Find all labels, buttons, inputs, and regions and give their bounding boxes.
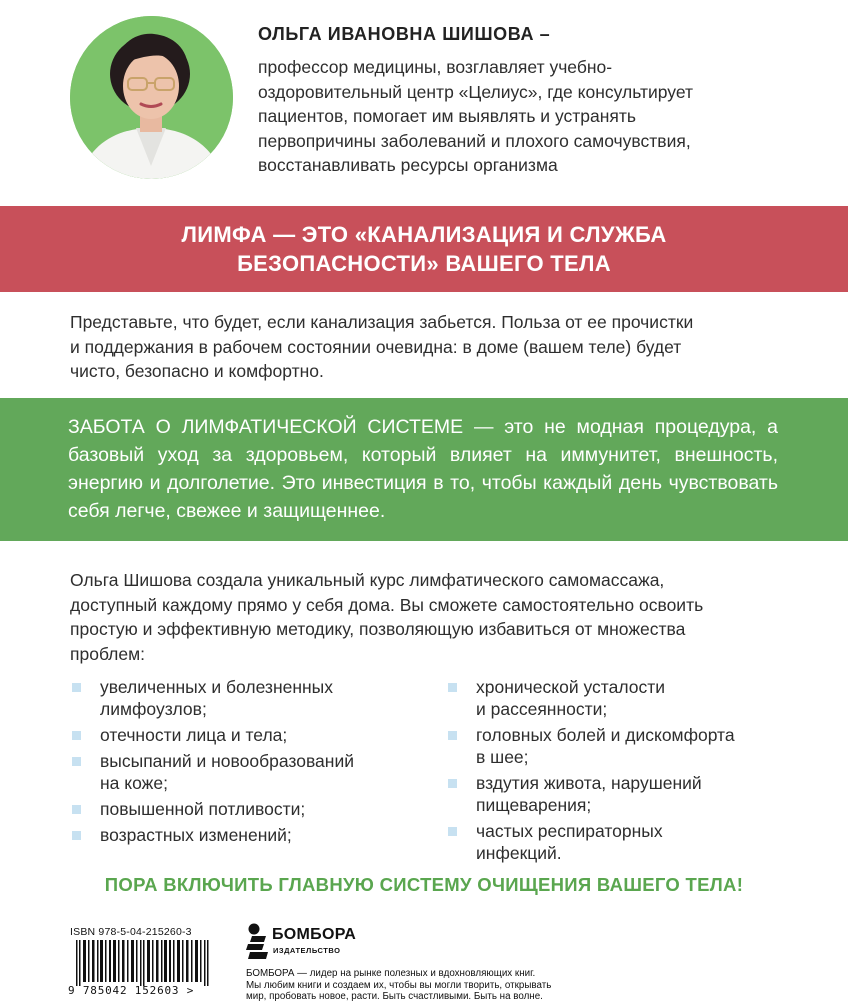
headline-line: БЕЗОПАСНОСТИ» ВАШЕГО ТЕЛА (237, 251, 611, 276)
list-item-line: частых респираторных (476, 821, 663, 841)
course-line: доступный каждому прямо у себя дома. Вы сможете самостоятельно освоить (70, 594, 704, 615)
bullet-square-icon (72, 831, 81, 840)
intro-line: и поддержания в рабочем состоянии очевидна: в доме (вашем теле) будет (70, 336, 682, 357)
list-item (72, 724, 412, 746)
list-item (72, 824, 412, 846)
author-bio-line: восстанавливать ресурсы организма (258, 155, 558, 175)
barcode-digits: 9 785042 152603 > (68, 984, 195, 997)
barcode-bars-icon (68, 940, 228, 986)
author-name: ОЛЬГА ИВАНОВНА ШИШОВА – (258, 24, 551, 44)
author-bio-line: оздоровительный центр «Целиус», где консультирует (258, 81, 694, 102)
publisher-line: мир, пробовать новое, расти. Быть счастливыми. Быть на волне. (246, 991, 543, 1002)
isbn-number: ISBN 978-5-04-215260-3 (70, 926, 192, 938)
care-text (68, 413, 778, 525)
headline-line: ЛИМФА — ЭТО «КАНАЛИЗАЦИЯ И СЛУЖБА (181, 222, 667, 247)
publisher-line: Мы любим книги и создаем их, чтобы вы могли творить, открывать (246, 979, 552, 991)
list-item-line: пищеварения; (476, 795, 592, 815)
publisher-logo-subtitle: ИЗДАТЕЛЬСТВО (273, 946, 341, 955)
bullet-square-icon (72, 683, 81, 692)
publisher-text (246, 968, 806, 1003)
headline (0, 220, 848, 278)
bombora-logo-icon (244, 922, 270, 962)
course-line: проблем: (70, 643, 146, 664)
author-portrait (70, 16, 233, 179)
list-item-line: инфекций. (476, 843, 562, 863)
author-photo (70, 16, 233, 179)
list-item (448, 676, 778, 720)
list-item-line: головных болей и дискомфорта (476, 725, 735, 745)
list-item-line: увеличенных и болезненных (100, 677, 334, 697)
course-line: Ольга Шишова создала уникальный курс лимфатического самомассажа, (70, 570, 665, 590)
bullet-square-icon (448, 731, 457, 740)
list-item-line: повышенной потливости; (100, 799, 306, 819)
bullet-square-icon (72, 731, 81, 740)
list-item (448, 724, 778, 768)
headline-band (0, 206, 848, 292)
list-item-line: на коже; (100, 773, 168, 793)
author-bio (258, 55, 798, 178)
publisher-logo (244, 920, 384, 964)
bullet-square-icon (72, 757, 81, 766)
care-lead: ЗАБОТА О ЛИМФАТИЧЕСКОЙ СИСТЕМЕ (68, 416, 464, 438)
list-item-line: отечности лица и тела; (100, 725, 288, 745)
problems-list-right (448, 676, 778, 868)
list-item (72, 798, 412, 820)
author-bio-line: пациентов, помогает им выявлять и устранять (258, 106, 637, 126)
call-to-action: ПОРА ВКЛЮЧИТЬ ГЛАВНУЮ СИСТЕМУ ОЧИЩЕНИЯ ВАШЕГО ТЕЛА! (104, 874, 744, 895)
publisher-line: БОМБОРА — лидер на рынке полезных и вдохновляющих книг. (246, 968, 536, 979)
list-item-line: в шее; (476, 747, 529, 767)
course-paragraph (70, 568, 770, 666)
list-item-line: хронической усталости (476, 677, 666, 697)
problems-list-left (72, 676, 412, 850)
list-item (72, 676, 412, 720)
intro-paragraph (70, 310, 770, 384)
bullet-square-icon (72, 805, 81, 814)
list-item-line: лимфоузлов; (100, 699, 207, 719)
list-item-line: вздутия живота, нарушений (476, 773, 702, 793)
author-bio-line: профессор медицины, возглавляет учебно- (258, 57, 613, 77)
intro-line: чисто, безопасно и комфортно. (70, 361, 324, 381)
bullet-square-icon (448, 827, 457, 836)
list-item (72, 750, 412, 794)
care-body: — это не модная процедура, а базовый уход за здоровьем, который влияет на иммунитет, внешность, энергию и долголетие. Это инвестиция в то, чтобы каждый день чувствовать себя легче, свежее и защищеннее. (68, 416, 778, 522)
barcode (68, 926, 228, 996)
author-bio-line: первопричины заболеваний и плохого самочувствия, (258, 130, 691, 151)
list-item-line: возрастных изменений; (100, 825, 292, 845)
intro-line: Представьте, что будет, если канализация забьется. Польза от ее прочистки (70, 312, 694, 332)
bullet-square-icon (448, 683, 457, 692)
bullet-square-icon (448, 779, 457, 788)
list-item (448, 820, 778, 864)
list-item-line: высыпаний и новообразований (100, 751, 354, 771)
list-item (448, 772, 778, 816)
publisher-logo-name: БОМБОРА (272, 926, 357, 943)
list-item-line: и рассеянности; (476, 699, 608, 719)
course-line: простую и эффективную методику, позволяющую избавиться от множества (70, 619, 686, 639)
care-band (0, 398, 848, 541)
